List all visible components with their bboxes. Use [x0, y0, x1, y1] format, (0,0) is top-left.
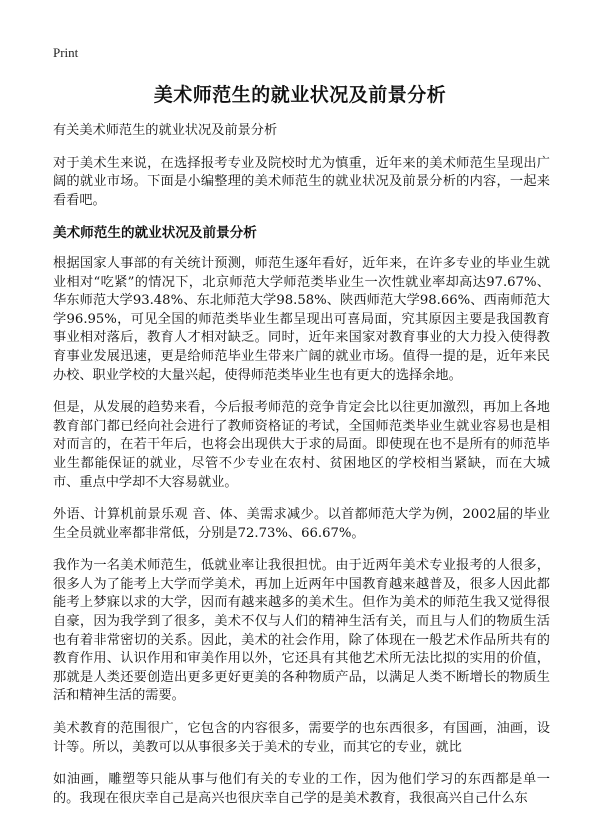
print-label: Print [53, 45, 79, 60]
paragraph: 根据国家人事部的有关统计预测，师范生逐年看好，近年来，在许多专业的毕业生就业相对“吃紧”的情况下，北京师范大学师范类毕业生一次性就业率却高达97.67%、华东师范大学93.48%、东北师范大学98.58%、陕西师范大学98.66%、西南师范大学96.95%，可见全国的师范类毕业生都呈现出可喜局面，究其原因主要是我国教育事业相对落后，教育人才相对缺乏。同时，近年来国家对教育事业的大力投入使得教育事业发展迅速，更是给师范毕业生带来广阔的就业市场。值得一提的是，近年来民办校、职业学校的大量兴起，使得师范类毕业生也有更大的选择余地。 [53, 255, 550, 383]
paragraph: 美术教育的范围很广，它包含的内容很多，需要学的也东西很多，有国画，油画，设计等。所以，美教可以从事很多关于美术的专业，而其它的专业，就比 [53, 721, 550, 755]
intro-paragraph: 对于美术生来说，在选择报考专业及院校时尤为慎重，近年来的美术师范生呈现出广阔的就业市场。下面是小编整理的美术师范生的就业状况及前景分析的内容，一起来看看吧。 [53, 155, 550, 208]
section-heading: 美术师范生的就业状况及前景分析 [53, 225, 257, 242]
page-title: 美术师范生的就业状况及前景分析 [153, 84, 447, 106]
article-body [53, 122, 550, 822]
paragraph: 我作为一名美术师范生，低就业率让我很担忧。由于近两年美术专业报考的人很多，很多人为了能考上大学而学美术，再加上近两年中国教育越来越普及，很多人因此都能考上梦寐以求的大学，因而有越来越多的美术生。但作为美术的师范生我又觉得很自豪，因为我学到了很多，美术不仅与人们的精神生活有关，而且与人们的物质生活也有着非常密切的关系。因此，美术的社会作用，除了体现在一般艺术作品所共有的教育作用、认识作用和审美作用以外，它还具有其他艺术所无法比拟的实用的价值，那就是人类还要创造出更多更好更美的各种物质产品，以满足人类不断增长的物质生活和精神生活的需要。 [53, 558, 550, 704]
paragraph: 但是，从发展的趋势来看，今后报考师范的竞争肯定会比以往更加激烈，再加上各地教育部门都已经向社会进行了教师资格证的考试，全国师范类毕业生就业容易也是相对而言的，在若干年后，也将会出现供大于求的局面。即使现在也不是所有的师范毕业生都能保证的就业，尽管不少专业在农村、贫困地区的学校相当紧缺，而在大城市、重点中学却不大容易就业。 [53, 400, 550, 490]
paragraph: 如油画，雕塑等只能从事与他们有关的专业的工作，因为他们学习的东西都是单一的。我现在很庆幸自己是高兴也很庆幸自己学的是美术教育，我很高兴自己什么东 [53, 772, 550, 806]
paragraph: 外语、计算机前景乐观 音、体、美需求减少。以首都师范大学为例，2002届的毕业生全员就业率都非常低，分别是72.73%、66.67%。 [53, 507, 550, 541]
article-subtitle: 有关美术师范生的就业状况及前景分析 [53, 123, 278, 138]
